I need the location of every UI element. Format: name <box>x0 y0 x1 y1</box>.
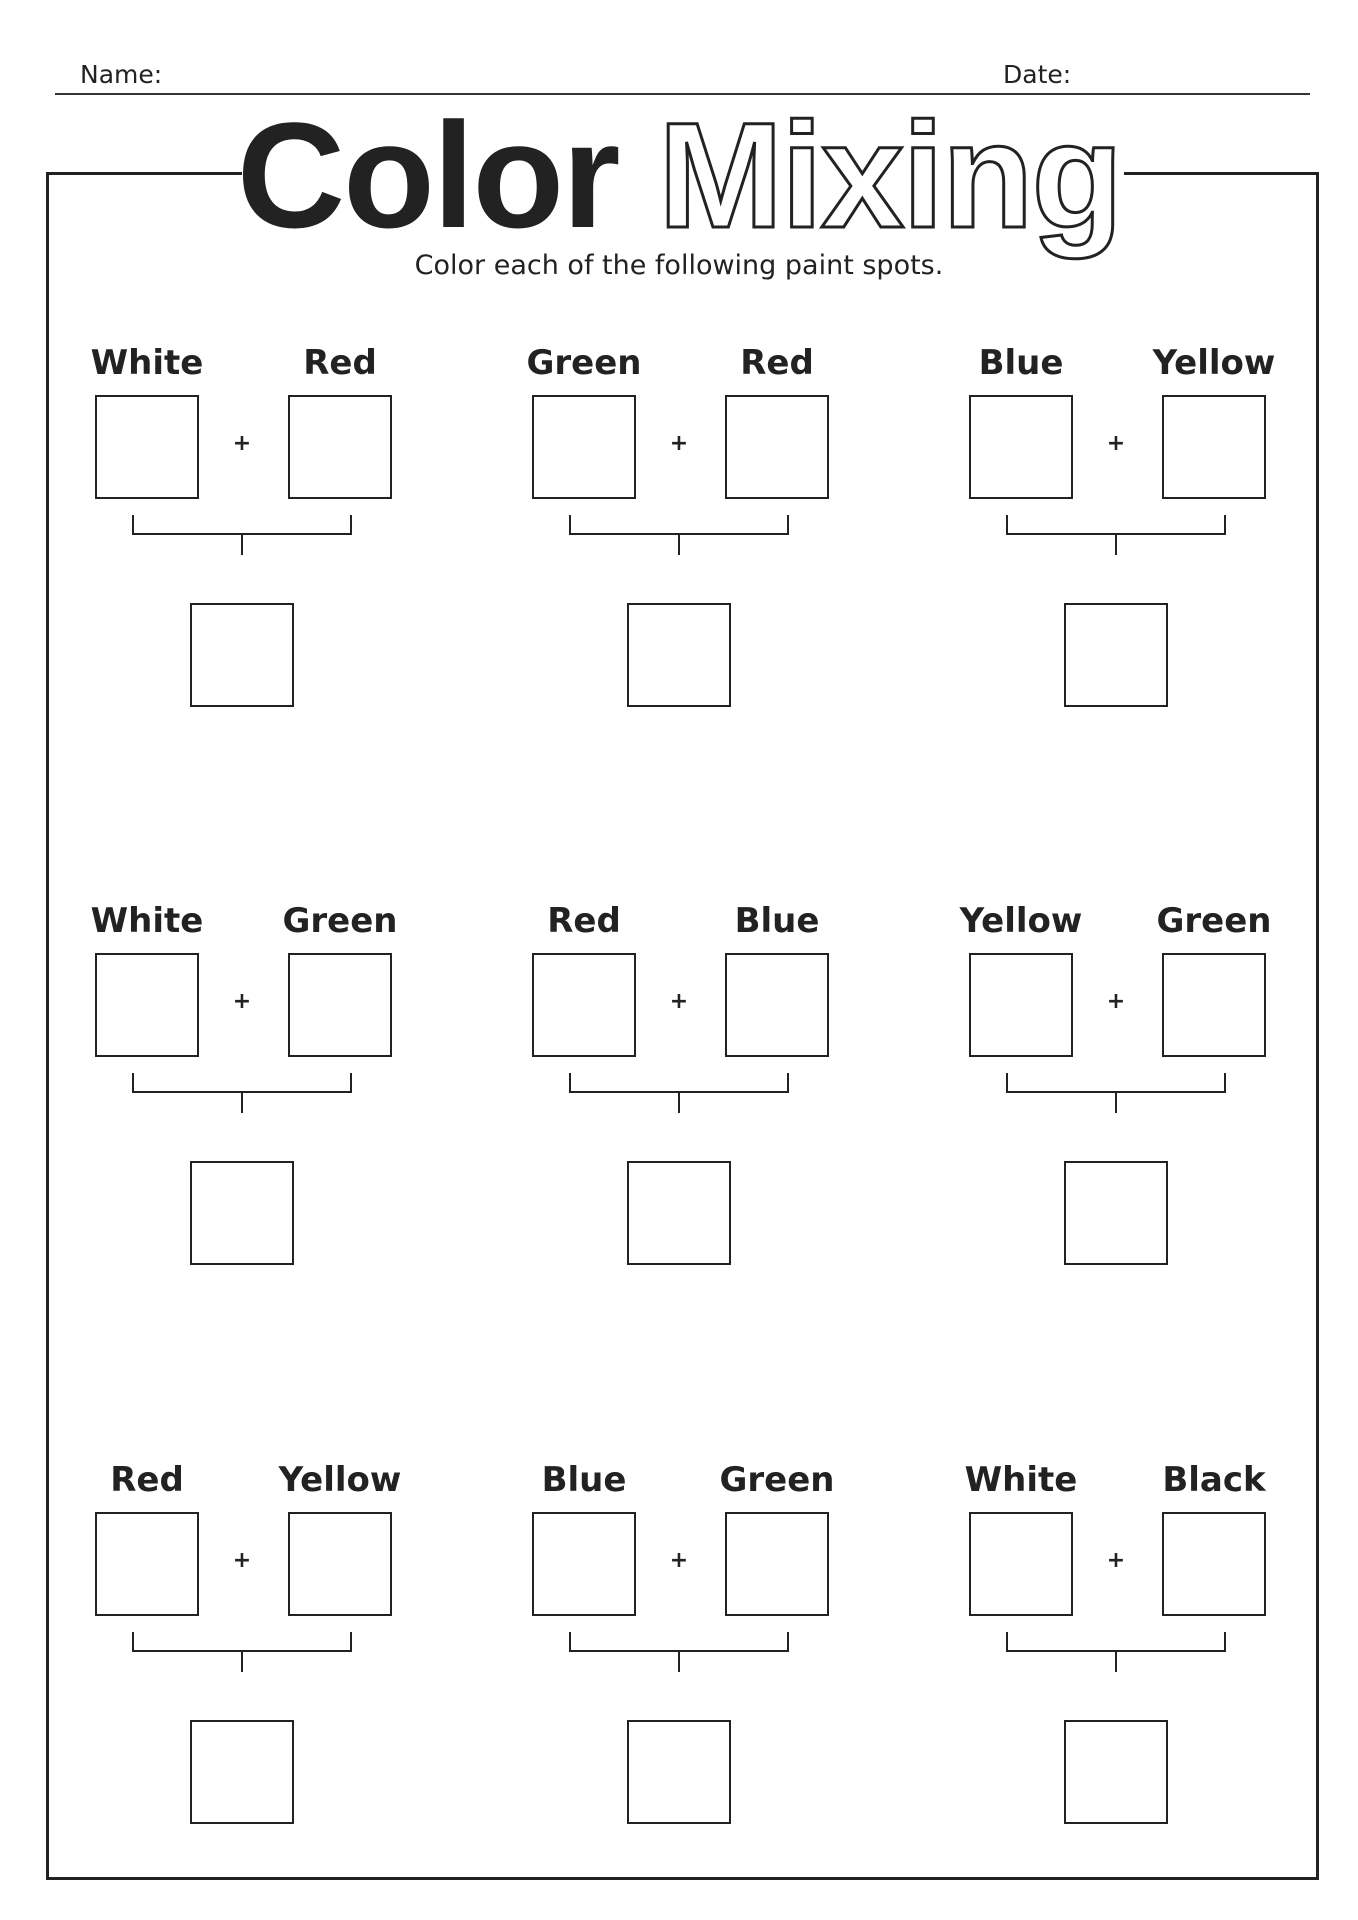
result-paint-spot[interactable] <box>627 603 731 707</box>
mix-bracket-stem <box>678 1652 680 1672</box>
frame-right <box>1316 172 1319 1880</box>
right-color-label: Red <box>740 343 814 383</box>
mix-bracket-stem <box>1115 535 1117 555</box>
right-color-label: Blue <box>734 901 820 941</box>
right-paint-spot[interactable] <box>288 1512 392 1616</box>
frame-bottom <box>46 1877 1319 1880</box>
name-label: Name: <box>80 60 163 89</box>
left-paint-spot[interactable] <box>969 953 1073 1057</box>
right-paint-spot[interactable] <box>725 395 829 499</box>
mix-bracket <box>132 1632 352 1652</box>
mix-bracket-stem <box>241 535 243 555</box>
mix-bracket-stem <box>241 1093 243 1113</box>
result-paint-spot[interactable] <box>627 1720 731 1824</box>
plus-sign: + <box>669 1548 689 1573</box>
left-paint-spot[interactable] <box>532 1512 636 1616</box>
page-title <box>0 91 1358 259</box>
mix-bracket-stem <box>678 535 680 555</box>
left-color-label: Green <box>526 343 642 383</box>
result-paint-spot[interactable] <box>1064 603 1168 707</box>
title-solid: Color <box>236 91 619 259</box>
left-color-label: Red <box>110 1460 184 1500</box>
result-paint-spot[interactable] <box>190 1161 294 1265</box>
mix-bracket <box>1006 515 1226 535</box>
left-paint-spot[interactable] <box>95 953 199 1057</box>
plus-sign: + <box>669 431 689 456</box>
left-color-label: White <box>90 343 204 383</box>
left-paint-spot[interactable] <box>95 1512 199 1616</box>
right-paint-spot[interactable] <box>1162 395 1266 499</box>
result-paint-spot[interactable] <box>627 1161 731 1265</box>
plus-sign: + <box>1106 989 1126 1014</box>
left-color-label: Blue <box>541 1460 627 1500</box>
right-color-label: Green <box>1156 901 1272 941</box>
plus-sign: + <box>1106 431 1126 456</box>
right-paint-spot[interactable] <box>1162 1512 1266 1616</box>
frame-left <box>46 172 49 1880</box>
right-paint-spot[interactable] <box>725 1512 829 1616</box>
result-paint-spot[interactable] <box>1064 1161 1168 1265</box>
mix-bracket <box>132 1073 352 1093</box>
left-color-label: White <box>964 1460 1078 1500</box>
plus-sign: + <box>669 989 689 1014</box>
plus-sign: + <box>232 431 252 456</box>
left-paint-spot[interactable] <box>532 395 636 499</box>
instructions: Color each of the following paint spots. <box>414 250 944 281</box>
left-paint-spot[interactable] <box>969 1512 1073 1616</box>
plus-sign: + <box>1106 1548 1126 1573</box>
mix-bracket-stem <box>678 1093 680 1113</box>
plus-sign: + <box>232 1548 252 1573</box>
mix-bracket <box>569 1632 789 1652</box>
right-color-label: Green <box>282 901 398 941</box>
right-paint-spot[interactable] <box>288 953 392 1057</box>
left-color-label: White <box>90 901 204 941</box>
right-color-label: Yellow <box>278 1460 402 1500</box>
left-paint-spot[interactable] <box>969 395 1073 499</box>
left-color-label: Yellow <box>959 901 1083 941</box>
mix-bracket-stem <box>1115 1093 1117 1113</box>
mix-bracket-stem <box>1115 1652 1117 1672</box>
right-paint-spot[interactable] <box>725 953 829 1057</box>
plus-sign: + <box>232 989 252 1014</box>
result-paint-spot[interactable] <box>190 1720 294 1824</box>
left-paint-spot[interactable] <box>95 395 199 499</box>
mix-bracket <box>132 515 352 535</box>
right-color-label: Black <box>1162 1460 1266 1500</box>
left-paint-spot[interactable] <box>532 953 636 1057</box>
mix-bracket <box>569 515 789 535</box>
mix-bracket <box>569 1073 789 1093</box>
mix-bracket-stem <box>241 1652 243 1672</box>
result-paint-spot[interactable] <box>1064 1720 1168 1824</box>
right-paint-spot[interactable] <box>288 395 392 499</box>
title-outline: Mixing <box>658 91 1122 259</box>
left-color-label: Red <box>547 901 621 941</box>
mix-bracket <box>1006 1632 1226 1652</box>
right-color-label: Red <box>303 343 377 383</box>
mix-bracket <box>1006 1073 1226 1093</box>
right-color-label: Yellow <box>1152 343 1276 383</box>
date-label: Date: <box>1003 60 1072 89</box>
right-paint-spot[interactable] <box>1162 953 1266 1057</box>
result-paint-spot[interactable] <box>190 603 294 707</box>
right-color-label: Green <box>719 1460 835 1500</box>
left-color-label: Blue <box>978 343 1064 383</box>
